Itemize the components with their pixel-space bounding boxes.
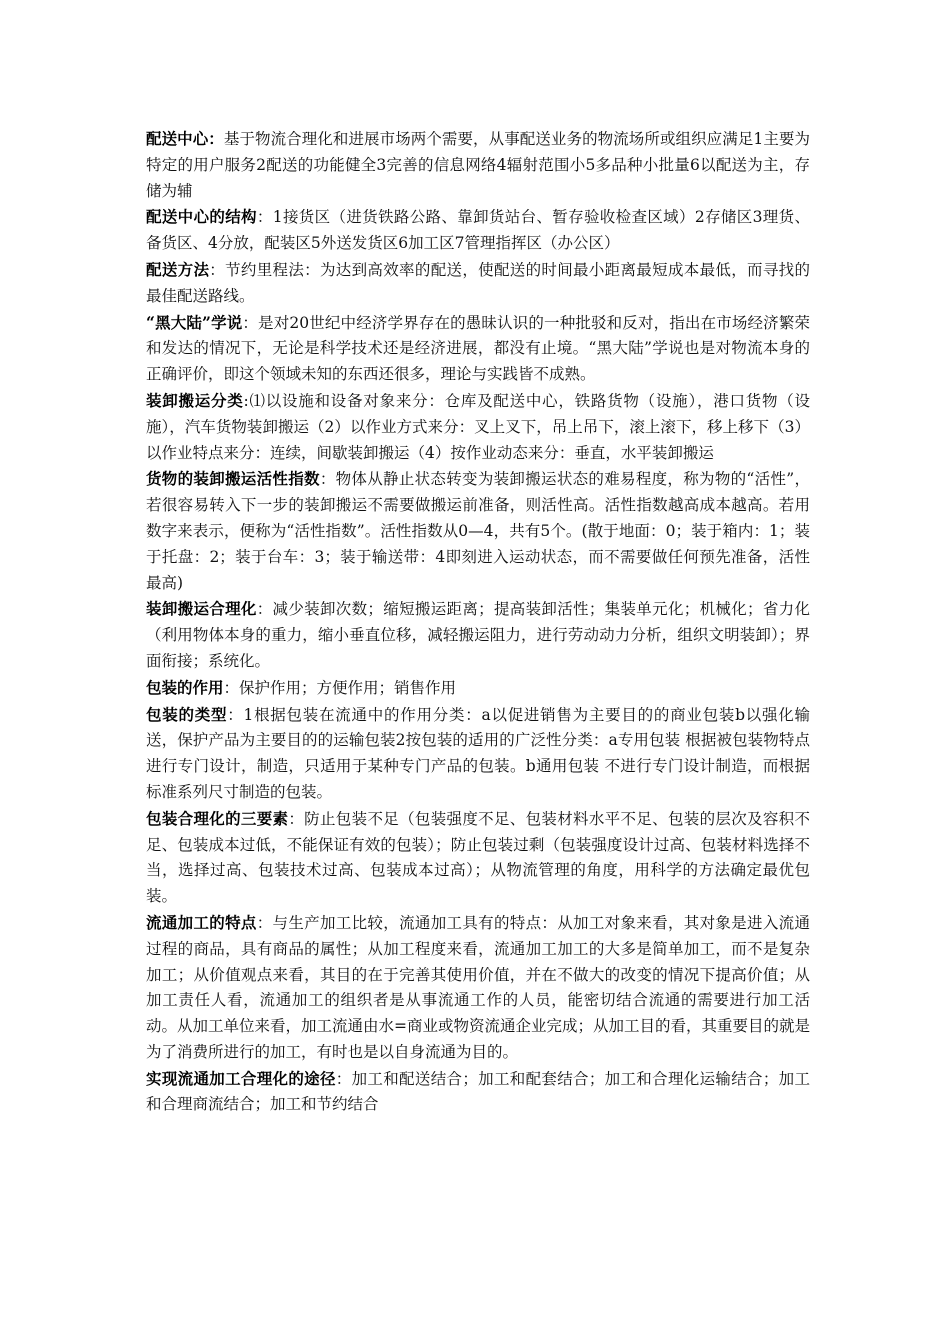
- paragraph-processing-features: [146, 910, 810, 1066]
- term-heading: 包装的作用: [146, 677, 224, 697]
- paragraph-packaging-function: [146, 675, 810, 702]
- paragraph-distribution-center-structure: [146, 204, 810, 257]
- term-heading: 配送中心：: [146, 129, 224, 148]
- term-heading: 配送方法: [146, 259, 210, 279]
- term-heading: 货物的装卸搬运活性指数: [146, 469, 320, 489]
- paragraph-text: ：防止包装不足（包装强度不足、包装材料水平不足、包装的层次及容积不足、包装成本过低，不能保证有效的包装）；防止包装过剩（包装强度设计过高、包装材料选择不当，选择过高、包装技术过高、包装成本过高）；从物流管理的角度，用科学的方法确定最优包装。: [146, 809, 810, 906]
- term-heading: 实现流通加工合理化的途径: [146, 1068, 336, 1088]
- paragraph-text: ：与生产加工比较，流通加工具有的特点：从加工对象来看，其对象是进入流通过程的商品，具有商品的属性；从加工程度来看，流通加工加工的大多是简单加工，而不是复杂加工；从价值观点来看，其目的在于完善其使用价值，并在不做大的改变的情况下提高价值；从加工责任人看，流通加工的组织者是从事流通工作的人员，能密切结合流通的需要进行加工活动。从加工单位来看，加工流通由水=商业或物资流通企业完成；从加工目的看，其重要目的就是为了消费所进行的加工，有时也是以自身流通为目的。: [146, 913, 810, 1061]
- paragraph-activity-index: [146, 466, 810, 596]
- paragraph-text: :⑴以设施和设备对象来分：仓库及配送中心，铁路货物（设施），港口货物（设施），汽车货物装卸搬运（2）以作业方式来分：叉上叉下，吊上吊下，滚上滚下，移上移下（3）以作业特点来分：连续，间歇装卸搬运（4）按作业动态来分：垂直，水平装卸搬运: [146, 391, 810, 462]
- paragraph-handling-rationalization: [146, 596, 810, 674]
- paragraph-text: ：物体从静止状态转变为装卸搬运状态的难易程度，称为物的“活性”，若很容易转入下一步的装卸搬运不需要做搬运前准备，则活性高。活性指数越高成本越高。若用数字来表示，便称为“活性指数”。活性指数从0—4，共有5个。(散于地面：0；装于箱内：1；装于托盘：2；装于台车：3；装于输送带：4即刻进入运动状态，而不需要做任何预先准备，活性最高): [146, 470, 810, 592]
- paragraph-text: ：减少装卸次数；缩短搬运距离；提高装卸活性；集装单元化；机械化；省力化（利用物体本身的重力，缩小垂直位移，减轻搬运阻力，进行劳动动力分析，组织文明装卸）；界面衔接；系统化。: [146, 600, 810, 670]
- paragraph-handling-classification: [146, 388, 810, 466]
- paragraph-text: 基于物流合理化和进展市场两个需要，从事配送业务的物流场所或组织应满足1主要为特定的用户服务2配送的功能健全3完善的信息网络4辐射范围小5多品种小批量6以配送为主，存储为辅: [146, 130, 810, 200]
- paragraph-text: ：是对20世纪中经济学界存在的愚昧认识的一种批驳和反对，指出在市场经济繁荣和发达的情况下，无论是科学技术还是经济进展，都没有止境。“黑大陆”学说也是对物流本身的正确评价，即这个领域未知的东西还很多，理论与实践皆不成熟。: [146, 313, 810, 384]
- paragraph-dark-continent-theory: [146, 310, 810, 388]
- term-heading: 装卸搬运合理化: [146, 599, 257, 619]
- paragraph-text: ：加工和配送结合；加工和配套结合；加工和合理化运输结合；加工和合理商流结合；加工和节约结合: [146, 1069, 810, 1114]
- paragraph-packaging-rationalization: [146, 806, 810, 910]
- paragraph-text: ：1接货区（进货铁路公路、靠卸货站台、暂存验收检查区域）2存储区3理货、备货区、4分放，配装区5外送发货区6加工区7管理指挥区（办公区）: [146, 208, 810, 253]
- term-heading: 配送中心的结构: [146, 207, 257, 227]
- paragraph-processing-rationalization: [146, 1066, 810, 1119]
- document-body: [146, 126, 810, 1118]
- paragraph-packaging-types: [146, 702, 810, 806]
- paragraph-text: ：节约里程法：为达到高效率的配送，使配送的时间最小距离最短成本最低，而寻找的最佳配送路线。: [146, 260, 810, 305]
- term-heading: 包装的类型: [146, 704, 228, 724]
- term-heading: “黑大陆”学说: [146, 312, 243, 332]
- term-heading: 包装合理化的三要素: [146, 808, 289, 828]
- paragraph-distribution-center: [146, 126, 810, 204]
- paragraph-distribution-method: [146, 257, 810, 310]
- term-heading: 流通加工的特点: [146, 912, 257, 932]
- term-heading: 装卸搬运分类: [146, 390, 244, 410]
- paragraph-text: ：1根据包装在流通中的作用分类：a以促进销售为主要目的的商业包装b以强化输送，保护产品为主要目的的运输包装2按包装的适用的广泛性分类：a专用包装 根据被包装物特点进行专门设计，制造，只适用于某种专门产品的包装。b通用包装 不进行专门设计制造，而根据标准系列尺寸制造的包装。: [146, 705, 810, 801]
- paragraph-text: ：保护作用；方便作用；销售作用: [223, 678, 457, 697]
